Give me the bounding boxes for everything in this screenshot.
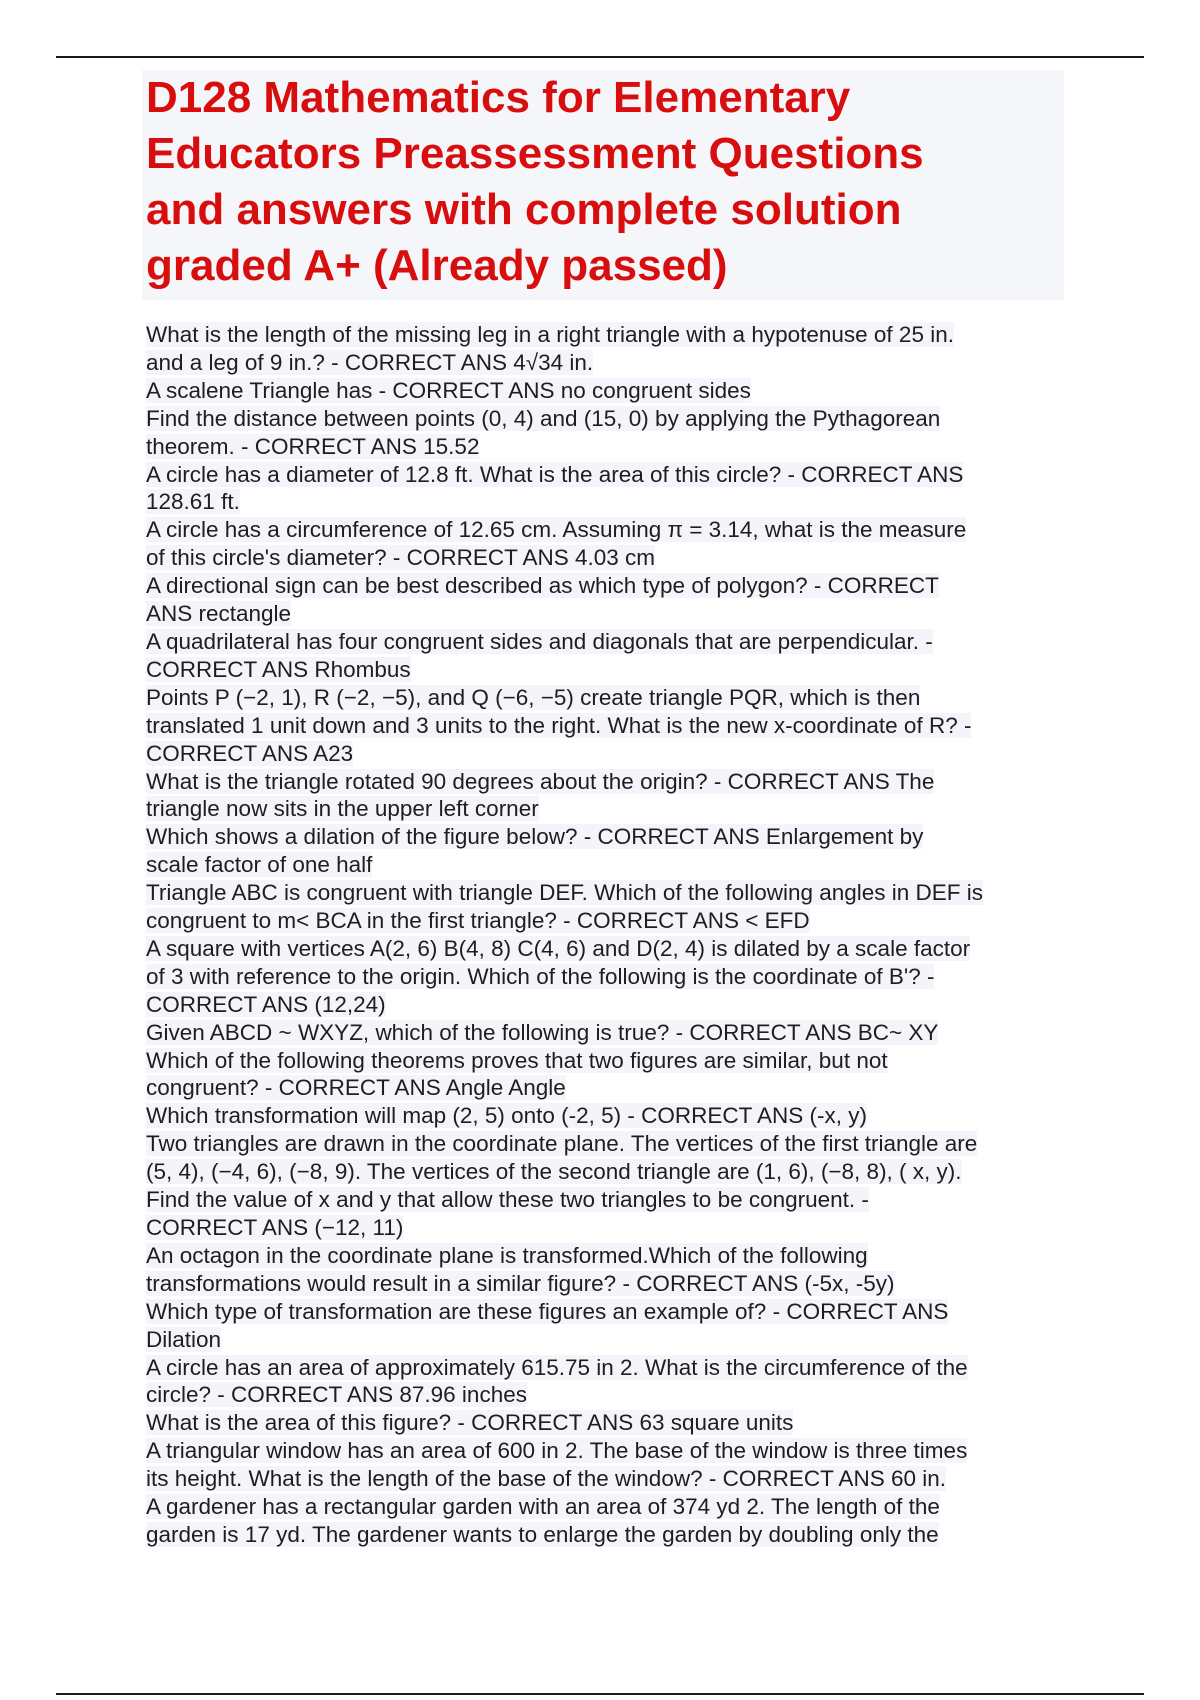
text-line: Find the distance between points (0, 4) and (15, 0) by applying the Pythagorean bbox=[146, 405, 941, 431]
title-line: Educators Preassessment Questions bbox=[146, 129, 924, 178]
question-answer-list bbox=[146, 321, 1066, 1549]
text-line: 128.61 ft. bbox=[146, 489, 240, 515]
text-line: theorem. - CORRECT ANS 15.52 bbox=[146, 433, 480, 459]
text-line: What is the area of this figure? - CORRECT ANS 63 square units bbox=[146, 1410, 794, 1436]
text-line: circle? - CORRECT ANS 87.96 inches bbox=[146, 1382, 527, 1408]
document-title bbox=[142, 70, 1064, 300]
text-line: translated 1 unit down and 3 units to the right. What is the new x-coordinate of R? - bbox=[146, 712, 972, 738]
text-line: transformations would result in a similar figure? - CORRECT ANS (-5x, -5y) bbox=[146, 1270, 895, 1296]
text-line: Points P (−2, 1), R (−2, −5), and Q (−6, −5) create triangle PQR, which is then bbox=[146, 684, 921, 710]
text-line: Two triangles are drawn in the coordinate plane. The vertices of the first triangle are bbox=[146, 1131, 978, 1157]
text-line: CORRECT ANS (−12, 11) bbox=[146, 1215, 404, 1240]
text-line: A scalene Triangle has - CORRECT ANS no congruent sides bbox=[146, 377, 751, 403]
text-line: Which transformation will map (2, 5) onto (-2, 5) - CORRECT ANS (-x, y) bbox=[146, 1103, 867, 1129]
text-line: A quadrilateral has four congruent sides and diagonals that are perpendicular. - bbox=[146, 628, 933, 654]
text-line: CORRECT ANS Rhombus bbox=[146, 656, 411, 682]
title-line: D128 Mathematics for Elementary bbox=[146, 73, 851, 122]
text-line: of this circle's diameter? - CORRECT ANS 4.03 cm bbox=[146, 545, 656, 571]
text-line: Which type of transformation are these figures an example of? - CORRECT ANS bbox=[146, 1298, 949, 1324]
text-line: Dilation bbox=[146, 1326, 222, 1352]
text-line: and a leg of 9 in.? - CORRECT ANS 4√34 in. bbox=[146, 349, 594, 375]
text-line: Triangle ABC is congruent with triangle DEF. Which of the following angles in DEF is bbox=[146, 880, 984, 906]
text-line: Find the value of x and y that allow these two triangles to be congruent. - bbox=[146, 1187, 869, 1213]
text-line: What is the triangle rotated 90 degrees about the origin? - CORRECT ANS The bbox=[146, 768, 935, 794]
text-line: garden is 17 yd. The gardener wants to enlarge the garden by doubling only the bbox=[146, 1521, 939, 1547]
text-line: CORRECT ANS A23 bbox=[146, 740, 354, 766]
text-line: Given ABCD ~ WXYZ, which of the following is true? - CORRECT ANS BC~ XY bbox=[146, 1019, 939, 1045]
text-line: congruent to m< BCA in the first triangle? - CORRECT ANS < EFD bbox=[146, 908, 810, 934]
text-line: A circle has a diameter of 12.8 ft. What is the area of this circle? - CORRECT ANS bbox=[146, 461, 964, 487]
text-line: triangle now sits in the upper left corner bbox=[146, 796, 539, 822]
title-line: graded A+ (Already passed) bbox=[146, 241, 728, 290]
text-line: A square with vertices A(2, 6) B(4, 8) C(4, 6) and D(2, 4) is dilated by a scale factor bbox=[146, 935, 971, 961]
text-line: A circle has an area of approximately 615.75 in 2. What is the circumference of the bbox=[146, 1354, 968, 1380]
text-line: What is the length of the missing leg in a right triangle with a hypotenuse of 25 in. bbox=[146, 322, 954, 347]
text-line: its height. What is the length of the base of the window? - CORRECT ANS 60 in. bbox=[146, 1466, 946, 1492]
text-line: CORRECT ANS (12,24) bbox=[146, 991, 386, 1017]
text-line: Which of the following theorems proves that two figures are similar, but not bbox=[146, 1047, 888, 1073]
bottom-rule bbox=[56, 1693, 1144, 1695]
title-line: and answers with complete solution bbox=[146, 185, 902, 234]
text-line: (5, 4), (−4, 6), (−8, 9). The vertices of the second triangle are (1, 6), (−8, 8), ( x, y). bbox=[146, 1159, 962, 1185]
text-line: A triangular window has an area of 600 in 2. The base of the window is three times bbox=[146, 1438, 968, 1464]
text-line: scale factor of one half bbox=[146, 852, 373, 878]
text-line: A gardener has a rectangular garden with an area of 374 yd 2. The length of the bbox=[146, 1494, 940, 1520]
text-line: A directional sign can be best described as which type of polygon? - CORRECT bbox=[146, 573, 939, 599]
text-line: Which shows a dilation of the figure below? - CORRECT ANS Enlargement by bbox=[146, 824, 924, 850]
text-line: A circle has a circumference of 12.65 cm. Assuming π = 3.14, what is the measure bbox=[146, 517, 967, 543]
text-line: An octagon in the coordinate plane is transformed.Which of the following bbox=[146, 1242, 868, 1268]
text-line: ANS rectangle bbox=[146, 601, 292, 627]
text-line: congruent? - CORRECT ANS Angle Angle bbox=[146, 1075, 566, 1101]
text-line: of 3 with reference to the origin. Which of the following is the coordinate of B'? - bbox=[146, 963, 935, 989]
top-rule bbox=[56, 56, 1144, 58]
